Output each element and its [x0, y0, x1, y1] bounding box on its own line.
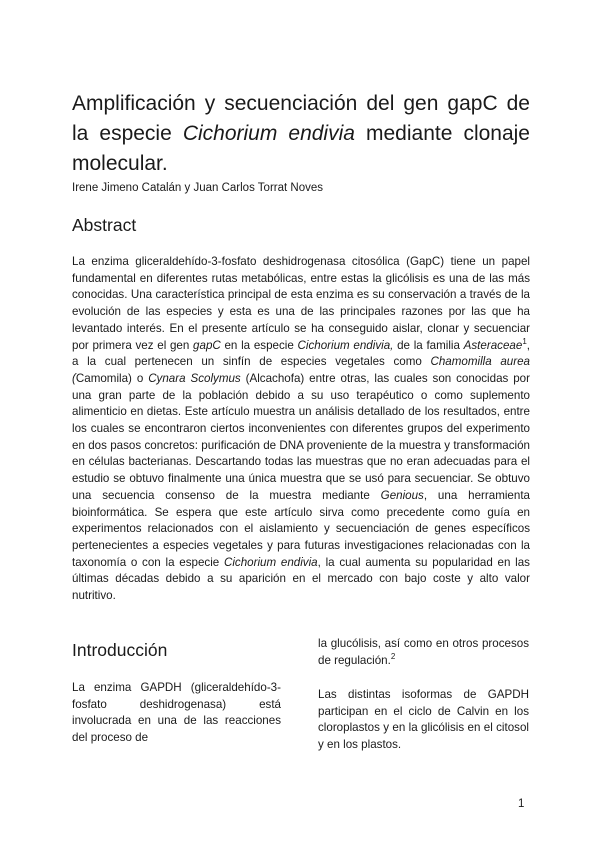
abstract-italic-cynara: Cynara Scolymus — [148, 371, 241, 385]
abstract-text-5: Camomila) o — [75, 371, 149, 385]
abstract-italic-gene: gapC — [193, 338, 221, 352]
abstract-text-6: (Alcachofa) entre otras, las cuales son conocidas por una gran parte de la población debido a su uso terapéutico o como suplemento alimenticio en dietas. Este artículo muestra un análisis detallado de los resultados, entre los cuales se encontraron ciertos inconvenientes con diferentes grupos del experimento en dos pasos concretos: purificación de DNA proveniente de la muestra y transformación en células bacterianas. Descartando todas las muestras que no eran adecuadas para el estudio se obtuvo finalmente una única muestra que se usó para secuenciar. Se obtuvo una secuencia consenso de la muestra mediante — [72, 371, 530, 502]
abstract-italic-chamomilla: Chamomilla aurea ( — [72, 355, 530, 385]
abstract-italic-species: Cichorium endivia, — [297, 338, 394, 352]
abstract-footnote-ref-1: 1 — [522, 336, 527, 346]
intro-right-text-1: la glucólisis, así como en otros procesos de regulación. — [318, 637, 529, 667]
abstract-italic-family: Asteraceae — [463, 338, 523, 352]
title-species-italic: Cichorium endivia — [182, 122, 355, 145]
introduction-right-paragraph-2: Las distintas isoformas de GAPDH participan en el ciclo de Calvin en los cloroplastos y en la glicólisis en el citosol y en los plastos. — [318, 688, 529, 751]
introduction-right-paragraph-1 — [318, 636, 529, 669]
title-text-1: Amplificación y secuenciación del gen gapC de la especie — [72, 92, 530, 145]
paper-title — [72, 89, 530, 179]
abstract-text-3: de la familia — [393, 338, 464, 352]
abstract-italic-genious: Genious — [380, 488, 424, 502]
introduction-left-column: La enzima GAPDH (gliceraldehído-3-fosfato deshidrogenasa) está involucrada en una de las reacciones del proceso de — [72, 681, 281, 744]
abstract-body — [72, 254, 530, 605]
abstract-text-1: La enzima gliceraldehído-3-fosfato deshidrogenasa citosólica (GapC) tiene un papel fundamental en diferentes rutas metabólicas, entre estas la glicólisis es una de las más conocidas. Una característica principal de esta enzima es su conservación a través de la evolución de las especies y esta es una de las principales razones por las que ha levantado interés. En el presente artículo se ha conseguido aislar, clonar y secuenciar por primera vez el gen — [72, 255, 530, 352]
abstract-italic-species-2: Cichorium endivia — [223, 555, 318, 569]
page-number: 1 — [518, 798, 525, 810]
abstract-text-7: , una herramienta bioinformática. Se espera que este artículo sirva como precedente como guía en experimentos relacionados con el aislamiento y secuenciación de genes específicos pertenecientes a especies vegetales y para futuras investigaciones relacionadas con la taxonomía o con la especie — [72, 488, 530, 569]
intro-footnote-ref-2: 2 — [390, 651, 396, 661]
abstract-text-4: , a la cual pertenecen un sinfín de especies vegetales como — [72, 338, 530, 369]
abstract-text-8: , la cual aumenta su popularidad en las últimas décadas debido a su aparición en el mercado con bajo coste y alto valor nutritivo. — [72, 555, 530, 603]
abstract-text-2: en la especie — [220, 338, 298, 352]
title-text-2: mediante clonaje molecular. — [72, 122, 530, 175]
introduction-heading: Introducción — [72, 640, 168, 660]
authors: Irene Jimeno Catalán y Juan Carlos Torrat Noves — [72, 182, 323, 194]
abstract-heading: Abstract — [72, 215, 137, 235]
